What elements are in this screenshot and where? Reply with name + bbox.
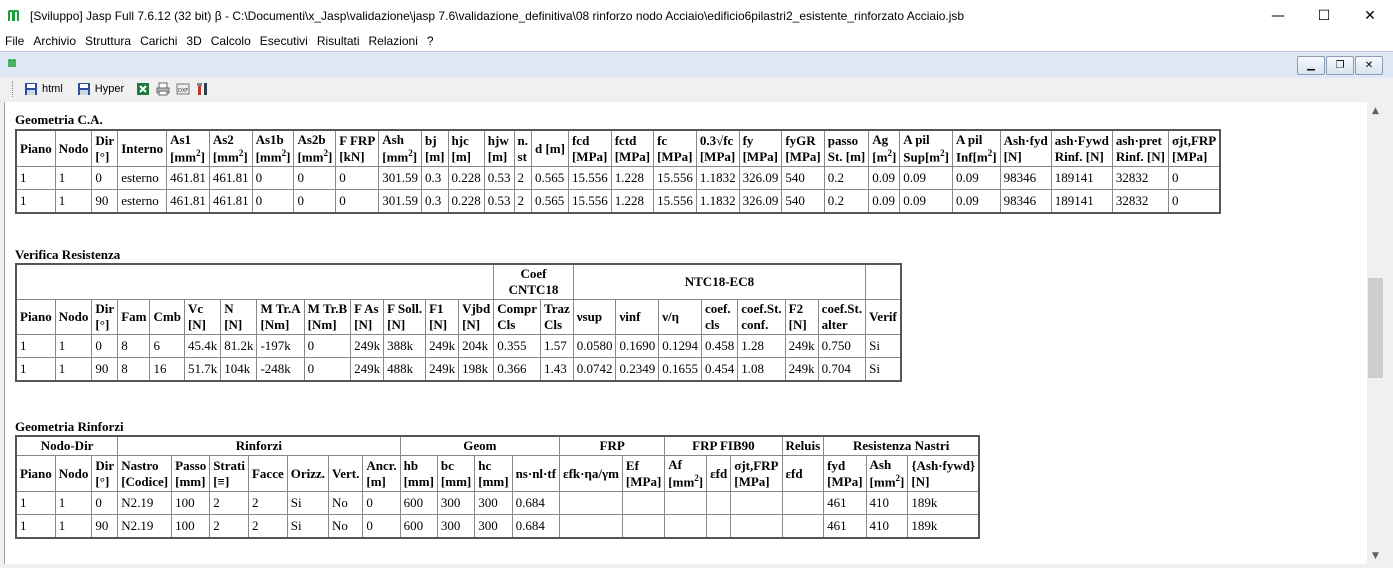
table-cell: -248k [257, 358, 304, 382]
table-cell: 0.228 [448, 167, 484, 190]
col-header: Ash·fyd [N] [1000, 130, 1051, 167]
col-header: Facce [248, 456, 287, 492]
col-header: As1 $[mm^2]$ [167, 130, 210, 167]
table-cell: 461.81 [209, 167, 252, 190]
table-cell: 1 [16, 515, 55, 539]
dxf-export-button[interactable] [176, 82, 194, 96]
table-cell: Si [287, 492, 328, 515]
table-cell: 1 [55, 492, 92, 515]
table-cell: 0.2349 [616, 358, 659, 382]
table-cell: esterno [118, 167, 167, 190]
menu-struttura[interactable]: Struttura [85, 34, 132, 48]
table-cell: 0.565 [532, 190, 569, 214]
col-header: Vc [N] [184, 300, 220, 335]
table-cell: 45.4k [184, 335, 220, 358]
geometria-rinforzi-body [16, 492, 979, 539]
col-header: Ash $[mm^2]$ [866, 456, 908, 492]
table-cell: N2.19 [118, 492, 172, 515]
col-header: Orizz. [287, 456, 328, 492]
table-cell: 0.09 [900, 190, 953, 214]
close-button[interactable]: ✕ [1364, 7, 1376, 24]
table-cell: 0.684 [512, 515, 559, 539]
table-cell [560, 492, 623, 515]
table-cell: 0.366 [494, 358, 541, 382]
table-cell: 100 [172, 515, 210, 539]
col-header: σjt,FRP [MPa] [731, 456, 782, 492]
col-header: n. st [514, 130, 531, 167]
group-header-resistenza-nastri: Resistenza Nastri [824, 436, 979, 456]
col-header: εfd [782, 456, 824, 492]
minimize-button[interactable]: — [1271, 7, 1285, 24]
table-cell: Si [287, 515, 328, 539]
col-header: Nastro [Codice] [118, 456, 172, 492]
mdi-close-button[interactable]: ✕ [1355, 56, 1383, 75]
table-cell: 1 [16, 492, 55, 515]
col-header: Ancr. [m] [363, 456, 400, 492]
table-cell: 0.09 [952, 167, 1000, 190]
table-cell: 32832 [1112, 167, 1168, 190]
table-cell: 0 [336, 167, 379, 190]
table-cell: 540 [782, 167, 824, 190]
table-cell: 0.1690 [616, 335, 659, 358]
col-header: hjw [m] [484, 130, 514, 167]
scrollbar-thumb[interactable] [1368, 278, 1383, 378]
table-cell: 461.81 [167, 190, 210, 214]
table-cell: 461 [824, 492, 866, 515]
section-title-geometria-ca: Geometria C.A. [15, 112, 103, 127]
col-header: fctd [MPa] [611, 130, 653, 167]
col-header: νinf [616, 300, 659, 335]
table-cell [665, 515, 707, 539]
table-cell: 0.09 [869, 167, 900, 190]
table-cell: N2.19 [118, 515, 172, 539]
menu-carichi[interactable]: Carichi [140, 34, 178, 48]
title-bar [0, 0, 1393, 31]
table-cell: 0.454 [701, 358, 737, 382]
group-header-rinforzi: Rinforzi [118, 436, 400, 456]
table-cell: 189141 [1051, 190, 1112, 214]
table-cell: 8 [118, 358, 150, 382]
table-cell: 51.7k [184, 358, 220, 382]
table-cell: 0 [92, 167, 118, 190]
table-cell: 15.556 [568, 190, 611, 214]
table-cell: 410 [866, 492, 908, 515]
group-header-ntc18-ec8: NTC18-EC8 [573, 264, 865, 300]
table-cell: Si [866, 335, 901, 358]
table-cell: 0.3 [422, 167, 449, 190]
table-cell [731, 515, 782, 539]
table-cell: 249k [426, 335, 459, 358]
col-header: Ash $[mm^2]$ [379, 130, 422, 167]
col-header: {Ash·fywd} [N] [908, 456, 979, 492]
table-cell: 1 [55, 167, 92, 190]
col-header: ν/η [659, 300, 702, 335]
printer-icon [156, 82, 170, 96]
col-header: Piano [16, 300, 55, 335]
mdi-restore-button[interactable]: ❐ [1326, 56, 1354, 75]
col-header: Compr Cls [494, 300, 541, 335]
toolbar-grip[interactable] [12, 81, 16, 97]
table-cell: 249k [785, 358, 818, 382]
col-header: νsup [573, 300, 616, 335]
table-cell: 461.81 [167, 167, 210, 190]
hyper-button[interactable] [77, 82, 124, 96]
table-cell: 15.556 [654, 190, 697, 214]
group-header-nodo-dir: Nodo-Dir [16, 436, 118, 456]
verifica-resistenza-body [16, 335, 901, 382]
table-cell: 98346 [1000, 190, 1051, 214]
col-header: bc [mm] [437, 456, 474, 492]
col-header: fc [MPa] [654, 130, 697, 167]
col-header: As2 $[mm^2]$ [209, 130, 252, 167]
col-header: N [N] [221, 300, 257, 335]
menu-risultati[interactable]: Risultati [316, 34, 360, 48]
table-cell [622, 515, 664, 539]
col-header: passo St. [m] [824, 130, 869, 167]
table-cell: 198k [459, 358, 494, 382]
table-cell: 1.1832 [696, 190, 739, 214]
table-row [16, 335, 901, 358]
table-cell: -197k [257, 335, 304, 358]
col-header: A pil $Inf[m^2]$ [952, 130, 1000, 167]
col-header: εfd [707, 456, 731, 492]
col-header: M Tr.A [Nm] [257, 300, 304, 335]
scroll-up-arrow-icon[interactable]: ▲ [1372, 105, 1379, 116]
table-cell: 2 [210, 492, 249, 515]
scroll-down-arrow-icon[interactable]: ▼ [1372, 550, 1379, 561]
table-row [16, 515, 979, 539]
col-header: fyd [MPa] [824, 456, 866, 492]
table-cell: 16 [150, 358, 184, 382]
col-header: εfk·ηa/γm [560, 456, 623, 492]
table-row [16, 492, 979, 515]
table-cell: 0 [92, 335, 118, 358]
table-cell: 0.2 [824, 167, 869, 190]
col-header: Piano [16, 130, 55, 167]
col-header: Ag $[m^2]$ [869, 130, 900, 167]
col-header: Piano [16, 456, 55, 492]
table-cell [782, 492, 824, 515]
table-geometria-rinforzi [15, 435, 980, 539]
table-cell: 0 [294, 167, 336, 190]
mdi-minimize-button[interactable]: ▁ [1297, 56, 1325, 75]
col-header: Ef [MPa] [622, 456, 664, 492]
table-cell: 0.09 [952, 190, 1000, 214]
table-cell: 0.1294 [659, 335, 702, 358]
table-cell: 0.684 [512, 492, 559, 515]
svg-text:DXF: DXF [178, 88, 189, 94]
col-header: Traz Cls [540, 300, 573, 335]
table-cell: 1.228 [611, 190, 653, 214]
table-cell: 0 [363, 515, 400, 539]
col-header: Strati [≡] [210, 456, 249, 492]
col-header: Vert. [329, 456, 363, 492]
table-cell: 81.2k [221, 335, 257, 358]
table-row [16, 167, 1220, 190]
table-cell: 0 [294, 190, 336, 214]
table-cell: 1 [16, 190, 55, 214]
group-header-blank [16, 264, 494, 300]
window-title: [Sviluppo] Jasp Full 7.6.12 (32 bit) β - C:\Documenti\x_Jasp\validazione\jasp 7.6\validazione_definitiva\08 rinforzo nodo Acciaio\edificio6pilastri2_esistente_rinforzato Acciaio.jsb [30, 8, 965, 23]
group-header-blank [866, 264, 901, 300]
table-cell: 488k [384, 358, 426, 382]
table-cell: 0.355 [494, 335, 541, 358]
table-cell: 0.0742 [573, 358, 616, 382]
table-cell: 0 [1168, 167, 1220, 190]
group-header-frp: FRP [560, 436, 665, 456]
col-header: As1b $[mm^2]$ [252, 130, 294, 167]
menu-calcolo[interactable]: Calcolo [210, 34, 251, 48]
table-cell: 189141 [1051, 167, 1112, 190]
table-cell [622, 492, 664, 515]
menu-help[interactable]: ? [426, 34, 434, 48]
table-cell: 32832 [1112, 190, 1168, 214]
col-header: Nodo [55, 300, 92, 335]
col-header: Dir [°] [92, 456, 118, 492]
col-header: Cmb [150, 300, 184, 335]
table-cell: esterno [118, 190, 167, 214]
table-cell: 189k [908, 492, 979, 515]
table-cell: 0 [1168, 190, 1220, 214]
table-cell: 1.1832 [696, 167, 739, 190]
col-header: fcd [MPa] [568, 130, 611, 167]
table-verifica-resistenza [15, 263, 902, 382]
table-cell: 2 [248, 492, 287, 515]
table-cell: 189k [908, 515, 979, 539]
menu-bar [0, 31, 1393, 51]
col-header: Dir [°] [92, 130, 118, 167]
table-cell: No [329, 492, 363, 515]
col-header: F2 [N] [785, 300, 818, 335]
col-header: d [m] [532, 130, 569, 167]
table-cell: 0.09 [869, 190, 900, 214]
excel-icon [136, 82, 150, 96]
table-cell: 1 [55, 335, 92, 358]
table-cell: 461.81 [209, 190, 252, 214]
print-button[interactable] [156, 82, 174, 96]
col-header: M Tr.B [Nm] [304, 300, 351, 335]
table-cell: 2 [514, 167, 531, 190]
col-header: Interno [118, 130, 167, 167]
table-cell: 0.3 [422, 190, 449, 214]
menu-file[interactable]: File [5, 34, 25, 48]
table-cell: 0.750 [818, 335, 865, 358]
table-cell: 1 [16, 335, 55, 358]
table-cell: Si [866, 358, 901, 382]
table-cell: 0.53 [484, 167, 514, 190]
col-header: hjc [m] [448, 130, 484, 167]
app-logo-icon [8, 10, 22, 22]
mdi-child-bar [0, 51, 1393, 79]
table-cell: 0 [304, 358, 351, 382]
table-cell: 1.08 [738, 358, 785, 382]
table-cell: 1 [55, 190, 92, 214]
geometria-ca-body [16, 167, 1220, 214]
col-header: coef.St. conf. [738, 300, 785, 335]
table-cell: 0.228 [448, 190, 484, 214]
table-cell [665, 492, 707, 515]
table-cell: 600 [400, 492, 437, 515]
table-cell: 388k [384, 335, 426, 358]
table-cell: 0 [336, 190, 379, 214]
excel-export-button[interactable] [136, 82, 154, 96]
menu-esecutivi[interactable]: Esecutivi [259, 34, 308, 48]
html-button[interactable] [24, 82, 63, 96]
hyper-button-label: Hyper [94, 83, 125, 95]
settings-button[interactable] [196, 82, 214, 96]
col-header: F1 [N] [426, 300, 459, 335]
table-cell: 2 [514, 190, 531, 214]
col-header: hb [mm] [400, 456, 437, 492]
table-cell: 0.565 [532, 167, 569, 190]
table-cell: 1.28 [738, 335, 785, 358]
col-header: Nodo [55, 456, 92, 492]
table-cell: 0.458 [701, 335, 737, 358]
table-cell [707, 492, 731, 515]
table-cell [707, 515, 731, 539]
table-cell: 300 [437, 515, 474, 539]
group-header-geom: Geom [400, 436, 559, 456]
table-cell [731, 492, 782, 515]
col-header: 0.3√fc [MPa] [696, 130, 739, 167]
table-cell: 2 [248, 515, 287, 539]
table-cell: 300 [475, 492, 512, 515]
vertical-scrollbar[interactable] [1367, 102, 1384, 564]
table-cell: 100 [172, 492, 210, 515]
table-cell: 15.556 [568, 167, 611, 190]
table-cell: 300 [475, 515, 512, 539]
col-header: bj [m] [422, 130, 449, 167]
col-header: fy [MPa] [739, 130, 782, 167]
table-cell: 0 [252, 190, 294, 214]
table-cell: 1 [16, 358, 55, 382]
table-cell: 90 [92, 190, 118, 214]
table-cell [560, 515, 623, 539]
table-cell: 600 [400, 515, 437, 539]
table-cell: 300 [437, 492, 474, 515]
table-geometria-ca [15, 129, 1221, 214]
tools-icon [196, 82, 210, 96]
table-cell: 2 [210, 515, 249, 539]
section-title-verifica-resistenza: Verifica Resistenza [15, 247, 121, 262]
table-cell: 0.0580 [573, 335, 616, 358]
col-header: F As [N] [351, 300, 384, 335]
menu-archivio[interactable]: Archivio [33, 34, 77, 48]
table-cell: 0 [304, 335, 351, 358]
table-cell: 8 [118, 335, 150, 358]
table-cell: 410 [866, 515, 908, 539]
dxf-icon [176, 82, 190, 96]
col-header: Verif [866, 300, 901, 335]
table-cell: 104k [221, 358, 257, 382]
col-header: F FRP [kN] [336, 130, 379, 167]
table-cell: 1 [55, 515, 92, 539]
table-cell: 1 [55, 358, 92, 382]
col-header: hc [mm] [475, 456, 512, 492]
col-header: fyGR [MPa] [782, 130, 824, 167]
col-header: ns·nl·tf [512, 456, 559, 492]
table-cell: 6 [150, 335, 184, 358]
table-cell: No [329, 515, 363, 539]
col-header: Nodo [55, 130, 92, 167]
table-cell: 0.1655 [659, 358, 702, 382]
html-button-label: html [42, 83, 63, 95]
table-cell: 0 [92, 492, 118, 515]
table-cell: 0.53 [484, 190, 514, 214]
table-cell: 540 [782, 190, 824, 214]
child-window-icon[interactable] [8, 58, 20, 68]
table-cell: 249k [351, 358, 384, 382]
col-header: σjt,FRP [MPa] [1168, 130, 1220, 167]
col-header: ash·Fywd Rinf. [N] [1051, 130, 1112, 167]
table-cell: 1.57 [540, 335, 573, 358]
table-cell [782, 515, 824, 539]
col-header: ash·pret Rinf. [N] [1112, 130, 1168, 167]
table-cell: 0.09 [900, 167, 953, 190]
col-header: Af $[mm^2]$ [665, 456, 707, 492]
table-cell: 326.09 [739, 167, 782, 190]
col-header: Fam [118, 300, 150, 335]
col-header: coef.St. alter [818, 300, 865, 335]
col-header: A pil $Sup[m^2]$ [900, 130, 953, 167]
table-cell: 1.43 [540, 358, 573, 382]
table-cell: 249k [426, 358, 459, 382]
table-cell: 204k [459, 335, 494, 358]
table-cell: 1 [16, 167, 55, 190]
col-header: Dir [°] [92, 300, 118, 335]
col-header: As2b $[mm^2]$ [294, 130, 336, 167]
table-cell: 0 [363, 492, 400, 515]
section-title-geometria-rinforzi: Geometria Rinforzi [15, 419, 124, 434]
table-cell: 301.59 [379, 190, 422, 214]
table-cell: 90 [92, 515, 118, 539]
col-header: Vjbd [N] [459, 300, 494, 335]
menu-3d[interactable]: 3D [186, 34, 202, 48]
group-header-reluis: Reluis [782, 436, 824, 456]
group-header-coef-cntc18: Coef CNTC18 [494, 264, 573, 300]
table-cell: 0 [252, 167, 294, 190]
table-cell: 15.556 [654, 167, 697, 190]
table-cell: 90 [92, 358, 118, 382]
table-cell: 461 [824, 515, 866, 539]
table-row [16, 190, 1220, 214]
table-row [16, 358, 901, 382]
table-cell: 249k [351, 335, 384, 358]
table-cell: 0.704 [818, 358, 865, 382]
save-disk-icon [77, 82, 91, 96]
table-cell: 1.228 [611, 167, 653, 190]
table-cell: 98346 [1000, 167, 1051, 190]
report-toolbar [0, 78, 1393, 100]
group-header-frp-fib90: FRP FIB90 [665, 436, 782, 456]
report-content[interactable] [4, 102, 1367, 564]
save-disk-icon [24, 82, 38, 96]
table-cell: 0.2 [824, 190, 869, 214]
maximize-button[interactable]: ☐ [1317, 7, 1331, 24]
table-cell: 326.09 [739, 190, 782, 214]
menu-relazioni[interactable]: Relazioni [368, 34, 418, 48]
table-cell: 249k [785, 335, 818, 358]
table-cell: 301.59 [379, 167, 422, 190]
col-header: F Soll. [N] [384, 300, 426, 335]
col-header: Passo [mm] [172, 456, 210, 492]
col-header: coef. cls [701, 300, 737, 335]
